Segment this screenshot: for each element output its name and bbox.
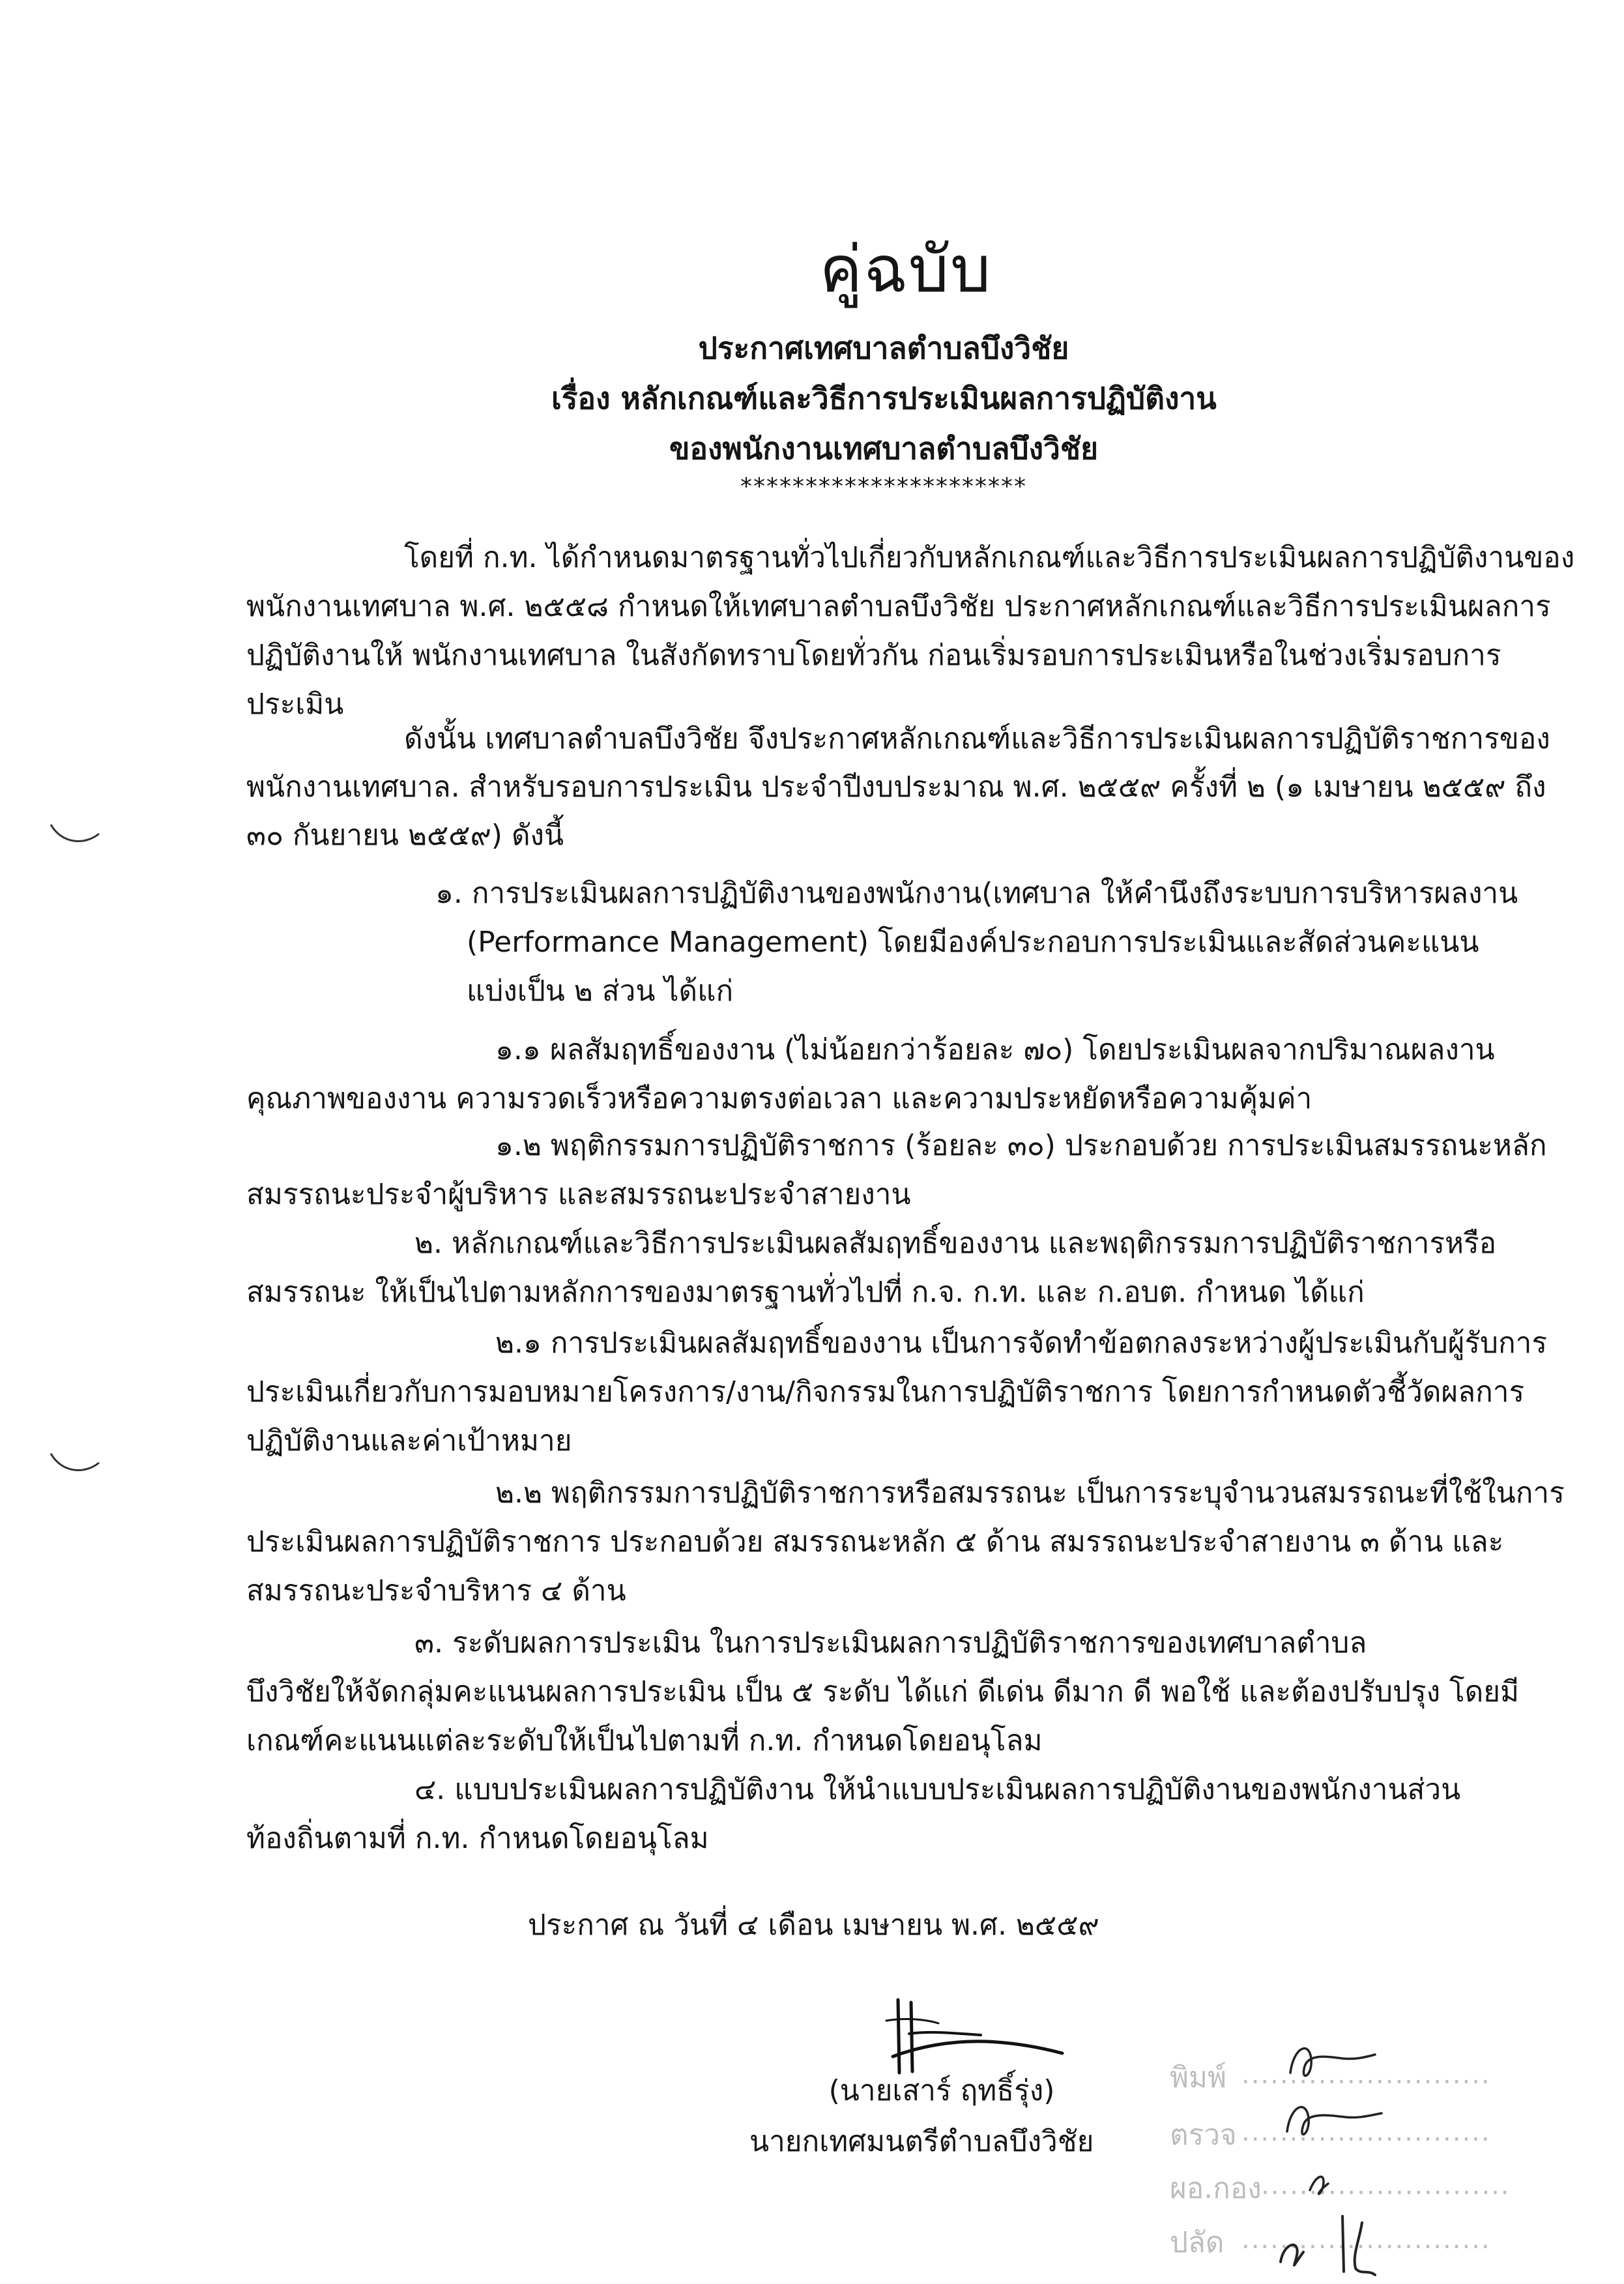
paragraph-1-line-2: พนักงานเทศบาล พ.ศ. ๒๕๕๘ กำหนดให้เทศบาลตำบลบึงวิชัย ประกาศหลักเกณฑ์และวิธีการประเมินผลการ (246, 590, 1551, 623)
item-2-line-2: สมรรถนะ ให้เป็นไปตามหลักการของมาตรฐานทั่วไปที่ ก.จ. ก.ท. และ ก.อบต. กำหนด ได้แก่ (246, 1276, 1365, 1309)
paragraph-1-line-1: โดยที่ ก.ท. ได้กำหนดมาตรฐานทั่วไปเกี่ยวกับหลักเกณฑ์และวิธีการประเมินผลการปฏิบัติงานของ (404, 541, 1575, 574)
approval-division-head-dots: .......................... (1261, 2171, 1511, 2201)
item-1-line-2: (Performance Management) โดยมีองค์ประกอบการประเมินและสัดส่วนคะแนน (467, 926, 1479, 959)
item-2-2-line-1: ๒.๒ พฤติกรรมการปฏิบัติราชการหรือสมรรถนะ เป็นการระบุจำนวนสมรรถนะที่ใช้ในการ (495, 1476, 1565, 1510)
mayor-signature (847, 1995, 1147, 2079)
punch-hole-mark-top (46, 818, 104, 851)
item-4-line-2: ท้องถิ่นตามที่ ก.ท. กำหนดโดยอนุโลม (246, 1822, 709, 1855)
punch-hole-mark-bottom (46, 1447, 104, 1480)
item-1-2-line-2: สมรรถนะประจำผู้บริหาร และสมรรถนะประจำสายงาน (246, 1178, 911, 1211)
item-3-line-1: ๓. ระดับผลการประเมิน ในการประเมินผลการปฏิบัติราชการของเทศบาลตำบล (414, 1626, 1367, 1660)
paragraph-2-line-3: ๓๐ กันยายน ๒๕๕๙) ดังนี้ (246, 819, 564, 852)
paragraph-2-line-2: พนักงานเทศบาล. สำหรับรอบการประเมิน ประจำปีงบประมาณ พ.ศ. ๒๕๕๙ ครั้งที่ ๒ (๑ เมษายน ๒๕๕๙ ถึง (246, 770, 1546, 804)
item-1-line-3: แบ่งเป็น ๒ ส่วน ได้แก่ (467, 974, 734, 1008)
item-3-line-3: เกณฑ์คะแนนแต่ละระดับให้เป็นไปตามที่ ก.ท. กำหนดโดยอนุโลม (246, 1724, 1043, 1757)
announcement-date: ประกาศ ณ วันที่ ๔ เดือน เมษายน พ.ศ. ๒๕๕๙ (528, 1909, 1099, 1942)
item-2-1-line-3: ปฏิบัติงานและค่าเป้าหมาย (246, 1424, 572, 1457)
approval-deputy-label: ปลัด (1170, 2226, 1225, 2259)
item-1-2-line-1: ๑.๒ พฤติกรรมการปฏิบัติราชการ (ร้อยละ ๓๐) ประกอบด้วย การประเมินสมรรถนะหลัก (495, 1129, 1547, 1162)
approval-checked-label: ตรวจ (1170, 2118, 1237, 2152)
item-2-1-line-2: ประเมินเกี่ยวกับการมอบหมายโครงการ/งาน/กิจกรรมในการปฏิบัติราชการ โดยการกำหนดตัวชี้วัดผลการ (246, 1375, 1525, 1409)
approval-checked-dots: .......................... (1241, 2117, 1491, 2147)
paragraph-2-line-1: ดังนั้น เทศบาลตำบลบึงวิชัย จึงประกาศหลักเกณฑ์และวิธีการประเมินผลการปฏิบัติราชการของ (404, 722, 1550, 755)
paragraph-1-line-4: ประเมิน (246, 688, 344, 721)
item-1-1-line-2: คุณภาพของงาน ความรวดเร็วหรือความตรงต่อเวลา และความประหยัดหรือความคุ้มค่า (246, 1082, 1312, 1115)
approval-initials (1271, 2027, 1440, 2281)
approval-deputy-dots: .......................... (1241, 2225, 1491, 2255)
item-3-line-2: บึงวิชัยให้จัดกลุ่มคะแนนผลการประเมิน เป็น ๕ ระดับ ได้แก่ ดีเด่น ดีมาก ดี พอใช้ และต้องปรับปรุง โดยมี (246, 1675, 1520, 1708)
item-2-2-line-2: ประเมินผลการปฏิบัติราชการ ประกอบด้วย สมรรถนะหลัก ๕ ด้าน สมรรถนะประจำสายงาน ๓ ด้าน และ (246, 1525, 1504, 1559)
announcement-subject: เรื่อง หลักเกณฑ์และวิธีการประเมินผลการปฏิบัติงาน (551, 381, 1217, 416)
announcement-subject-line2: ของพนักงานเทศบาลตำบลบึงวิชัย (669, 431, 1099, 466)
item-1-line-1: ๑. การประเมินผลการปฏิบัติงานของพนักงาน(เทศบาล ให้คำนึงถึงระบบการบริหารผลงาน (435, 877, 1518, 910)
item-4-line-1: ๔. แบบประเมินผลการปฏิบัติงาน ให้นำแบบประเมินผลการปฏิบัติงานของพนักงานส่วน (414, 1773, 1461, 1806)
approval-typed-dots: .......................... (1241, 2060, 1491, 2090)
signatory-name: (นายเสาร์ ฤทธิ์รุ่ง) (828, 2074, 1055, 2107)
item-2-1-line-1: ๒.๑ การประเมินผลสัมฤทธิ์ของงาน เป็นการจัดทำข้อตกลงระหว่างผู้ประเมินกับผู้รับการ (495, 1326, 1547, 1360)
item-2-2-line-3: สมรรถนะประจำบริหาร ๔ ด้าน (246, 1574, 626, 1607)
item-1-1-line-1: ๑.๑ ผลสัมฤทธิ์ของงาน (ไม่น้อยกว่าร้อยละ ๗๐) โดยประเมินผลจากปริมาณผลงาน (495, 1033, 1495, 1066)
approval-typed-label: พิมพ์ (1170, 2061, 1227, 2094)
paragraph-1-line-3: ปฏิบัติงานให้ พนักงานเทศบาล ในสังกัดทราบโดยทั่วกัน ก่อนเริ่มรอบการประเมินหรือในช่วงเริ่มรอบการ (246, 639, 1501, 672)
copy-stamp: คู่ฉบับ (819, 233, 993, 307)
header-separator: ********************** (740, 473, 1027, 500)
item-2-line-1: ๒. หลักเกณฑ์และวิธีการประเมินผลสัมฤทธิ์ของงาน และพฤติกรรมการปฏิบัติราชการหรือ (414, 1227, 1497, 1260)
approval-division-head-label: ผอ.กอง (1170, 2172, 1262, 2205)
signatory-position: นายกเทศมนตรีตำบลบึงวิชัย (749, 2125, 1094, 2158)
announcement-title: ประกาศเทศบาลตำบลบึงวิชัย (698, 330, 1069, 366)
